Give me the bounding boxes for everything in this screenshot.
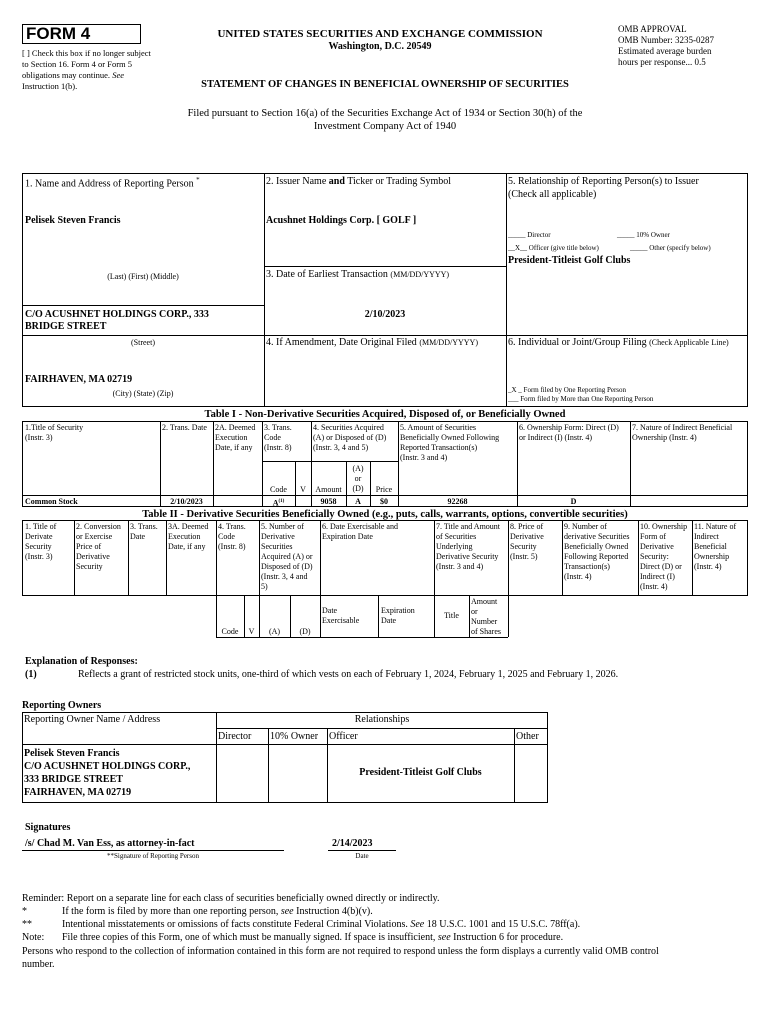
t1-col3-h2: Code <box>264 433 281 442</box>
signature-date-label: Date <box>355 852 369 860</box>
t2-c1-2: Security <box>25 542 52 551</box>
t1-row-price: $0 <box>380 497 388 506</box>
t2-sub-code: Code <box>221 627 239 636</box>
t2-c5-1: Derivative <box>261 532 295 541</box>
t2-c5-4: Disposed of (D) <box>261 562 313 571</box>
owner-line-2: 333 BRIDGE STREET <box>24 774 123 785</box>
t2-c3a-2: Date, if any <box>168 542 206 551</box>
street-label: (Street) <box>131 338 155 347</box>
t2-c9-2: Beneficially Owned <box>564 542 629 551</box>
filed-pursuant-1: Filed pursuant to Section 16(a) of the Securities Exchange Act of 1934 or Section 30(h) of the <box>187 108 583 119</box>
t2-sub-d: (D) <box>299 627 311 636</box>
footer-star-a: If the form is filed by more than one reporting person, <box>62 906 279 917</box>
t2-c4-1: Code <box>218 532 235 541</box>
t1-col5-h2: Beneficially Owned Following <box>400 433 500 442</box>
t1-sub-aod-1: (A) <box>352 464 364 473</box>
box4-label-text: 4. If Amendment, Date Original Filed <box>266 337 417 348</box>
explanation-number: (1) <box>25 669 37 680</box>
t2-col8-header <box>510 522 544 562</box>
box6-label-note2: Line) <box>711 338 729 347</box>
checkbox-note-instruction: Instruction 1(b). <box>22 81 78 91</box>
t2-c3-0: 3. Trans. <box>130 522 158 531</box>
t2-c1-0: 1. Title of <box>25 522 57 531</box>
t2-c7-0: 7. Title and Amount <box>436 522 501 531</box>
t2-c9-5: (Instr. 4) <box>564 572 592 581</box>
statement-title: STATEMENT OF CHANGES IN BENEFICIAL OWNERSHIP OF SECURITIES <box>201 79 569 90</box>
t2-col9-header <box>564 522 630 582</box>
footer-star-mark: * <box>22 906 27 917</box>
t2-c9-4: Transaction(s) <box>564 562 610 571</box>
t1-row-owned: 92268 <box>447 497 468 506</box>
box1-label <box>25 176 200 189</box>
footer-dstar-b: 18 U.S.C. 1001 and 15 U.S.C. 78ff(a). <box>426 919 581 930</box>
owner-line-1: C/O ACUSHNET HOLDINGS CORP., <box>24 761 191 772</box>
owners-col-officer: Officer <box>329 731 358 742</box>
t2-col3a-header <box>168 522 208 552</box>
owners-col-director: Director <box>218 731 252 742</box>
t2-c4-0: 4. Trans. <box>218 522 246 531</box>
t1-row-date: 2/10/2023 <box>170 497 203 506</box>
t1-col5-header <box>400 423 499 463</box>
t2-c11-2: Beneficial <box>694 542 727 551</box>
footer-note-a: File three copies of this Form, one of which must be manually signed. If space is insufficient, <box>62 932 436 943</box>
t2-c5-5: (Instr. 3, 4 and <box>261 572 308 581</box>
omb-number: OMB Number: 3235-0287 <box>618 35 714 45</box>
box1-label-text: 1. Name and Address of Reporting Person <box>25 178 194 190</box>
t1-col5-h1: 5. Amount of Securities <box>400 423 476 432</box>
t2-col1-header <box>25 522 56 562</box>
signature-label: **Signature of Reporting Person <box>107 852 199 860</box>
box6-label-text: 6. Individual or Joint/Group Filing <box>508 337 647 348</box>
t1-row-title: Common Stock <box>25 497 78 506</box>
t2-c5-2: Securities <box>261 542 293 551</box>
t2-sub-amt-1: or <box>471 607 478 616</box>
t1-sub-v: V <box>300 485 306 494</box>
box6-label <box>508 337 744 349</box>
footer-dstar-mark: ** <box>22 919 32 930</box>
filing-one-person: _X _ Form filed by One Reporting Person <box>508 386 627 394</box>
t1-col5-h4: (Instr. 3 and 4) <box>400 453 448 462</box>
owner-officer-value: President-Titleist Golf Clubs <box>359 767 482 778</box>
agency-name: UNITED STATES SECURITIES AND EXCHANGE COMMISSION <box>217 28 543 40</box>
t2-c8-0: 8. Price of <box>510 522 544 531</box>
t2-c11-4: (Instr. 4) <box>694 562 722 571</box>
t1-row-form: D <box>570 497 577 506</box>
t1-sub-aod-3: (D) <box>352 484 364 493</box>
t1-sub-aod-2: or <box>354 474 362 483</box>
reporting-person-street: C/O ACUSHNET HOLDINGS CORP., 333 BRIDGE STREET <box>25 309 209 332</box>
filed-pursuant-2: Investment Company Act of 1940 <box>313 121 457 132</box>
box2-label-and: and <box>328 176 345 187</box>
t1-row-code-note: (1) <box>278 499 285 504</box>
t1-sub-price: Price <box>375 485 393 494</box>
t2-c7-4: (Instr. 3 and 4) <box>436 562 484 571</box>
t2-c2-1: or Exercise <box>76 532 113 541</box>
explanation-text: Reflects a grant of restricted stock units, one-third of which vests on each of February 1, 2024, February 1, 2025 and February 1, 2026. <box>78 669 619 680</box>
box3-label <box>266 269 449 280</box>
t1-col1-header <box>25 423 83 443</box>
t2-c2-4: Security <box>76 562 103 571</box>
t1-col7-h1: 7. Nature of Indirect Beneficial <box>632 423 733 432</box>
footer-reminder: Reminder: Report on a separate line for each class of securities beneficially owned directly or indirectly. <box>22 893 440 904</box>
t1-col3-h1: 3. Trans. <box>264 423 292 432</box>
t1-sub-aod <box>346 464 370 494</box>
t1-col4-h3: (Instr. 3, 4 and 5) <box>313 443 369 452</box>
t2-c1-3: (Instr. 3) <box>25 552 53 561</box>
relationship-ten-pct: _____ 10% Owner <box>617 231 670 239</box>
footer-note-b: Instruction 6 for procedure. <box>453 932 564 943</box>
box6-label-note: (Check Applicable <box>649 338 709 347</box>
t2-sub-expiration <box>381 606 415 626</box>
signature-date: 2/14/2023 <box>332 838 373 849</box>
t2-c7-2: Underlying <box>436 542 473 551</box>
t2-c10-4: Direct (D) or <box>640 562 682 571</box>
omb-block <box>618 24 748 68</box>
t2-c10-1: Form of <box>640 532 666 541</box>
box3-label-format: (MM/DD/YYYY) <box>390 270 450 279</box>
t1-col4-h2: (A) or Disposed of (D) <box>313 433 387 442</box>
t2-sub-exp-2: Date <box>381 616 397 625</box>
box5-label-2: (Check all applicable) <box>508 189 597 200</box>
t1-col2a-h3: Date, if any <box>215 443 253 452</box>
agency-location: Washington, D.C. 20549 <box>328 41 432 52</box>
t2-c10-6: (Instr. 4) <box>640 582 668 591</box>
t2-sub-date-ex-2: Exercisable <box>322 616 360 625</box>
table1-title: Table I - Non-Derivative Securities Acquired, Disposed of, or Beneficially Owned <box>204 409 566 420</box>
checkbox-note <box>22 48 152 92</box>
t2-col11-header <box>694 522 736 572</box>
reporting-owners-heading: Reporting Owners <box>22 700 102 711</box>
owners-col-other: Other <box>516 731 539 742</box>
signatures-heading: Signatures <box>25 822 71 833</box>
t1-col3-header <box>264 423 292 453</box>
t1-col6-h1: 6. Ownership Form: Direct (D) <box>519 423 619 432</box>
t2-col5-header <box>261 522 313 592</box>
issuer-name: Acushnet Holdings Corp. [ GOLF ] <box>266 215 417 226</box>
t2-col2-header <box>76 522 121 572</box>
t2-sub-v: V <box>248 627 255 636</box>
relationship-director: _____ Director <box>508 231 551 239</box>
t2-sub-amt-2: Number <box>471 617 498 626</box>
form-title: FORM 4 <box>22 24 141 44</box>
t2-c10-0: 10. Ownership <box>640 522 688 531</box>
t2-c8-3: (Instr. 5) <box>510 552 538 561</box>
t2-c5-6: 5) <box>261 582 268 591</box>
t2-c11-0: 11. Nature of <box>694 522 737 531</box>
t2-sub-amt-0: Amount <box>471 597 498 606</box>
explanation-heading: Explanation of Responses: <box>25 656 138 667</box>
t2-c8-2: Security <box>510 542 537 551</box>
t2-sub-amount <box>471 597 501 637</box>
t2-c5-0: 5. Number of <box>261 522 304 531</box>
t2-c11-3: Ownership <box>694 552 730 561</box>
city-state-zip-label: (City) (State) (Zip) <box>112 389 174 398</box>
t1-col2a-h2: Execution <box>215 433 248 442</box>
t1-col6-h2: or Indirect (I) (Instr. 4) <box>519 433 593 442</box>
box4-label-format: (MM/DD/YYYY) <box>419 338 478 347</box>
t2-c6-1: Expiration Date <box>322 532 373 541</box>
t1-col4-h1: 4. Securities Acquired <box>313 423 384 432</box>
t1-col3-h3: (Instr. 8) <box>264 443 292 452</box>
box3-label-text: 3. Date of Earliest Transaction <box>266 269 388 280</box>
t2-c4-2: (Instr. 8) <box>218 542 246 551</box>
t2-sub-date-ex-1: Date <box>322 606 338 615</box>
t2-c9-1: derivative Securities <box>564 532 630 541</box>
last-first-middle-label: (Last) (First) (Middle) <box>107 272 179 281</box>
t2-sub-date-exercisable <box>322 606 359 626</box>
footer-star-b: Instruction 4(b)(v). <box>296 906 373 917</box>
owners-col-ten-pct: 10% Owner <box>270 731 319 742</box>
owner-line-3: FAIRHAVEN, MA 02719 <box>24 787 132 798</box>
t1-row-amount: 9058 <box>320 497 337 506</box>
footer-persons-1: Persons who respond to the collection of information contained in this form are not required to respond unless the form displays a currently valid OMB control <box>22 946 659 957</box>
t1-col5-h3: Reported Transaction(s) <box>400 443 478 452</box>
earliest-transaction-date: 2/10/2023 <box>364 309 406 320</box>
table2-title: Table II - Derivative Securities Beneficially Owned (e.g., puts, calls, warrants, options, convertible securities) <box>142 509 628 520</box>
t2-col7-header <box>436 522 500 572</box>
t1-col1-h1: 1.Title of Security <box>25 423 84 432</box>
footer-star-see: see <box>280 906 294 917</box>
t2-c11-1: Indirect <box>694 532 719 541</box>
box2-label-a: 2. Issuer Name <box>266 176 327 187</box>
omb-burden-2: hours per response... 0.5 <box>618 57 706 67</box>
footer-note-label: Note: <box>22 932 45 943</box>
box2-label-b: Ticker or Trading Symbol <box>347 176 452 187</box>
t1-col1-h2: (Instr. 3) <box>25 433 53 442</box>
t1-col7-header <box>632 423 732 443</box>
owners-col-name: Reporting Owner Name / Address <box>24 714 161 725</box>
t2-col4-header <box>218 522 246 552</box>
t2-c3a-0: 3A. Deemed <box>168 522 209 531</box>
relationship-other: _____ Other (specify below) <box>630 244 711 252</box>
t2-c7-1: of Securities <box>436 532 477 541</box>
t2-col3-header <box>130 522 158 542</box>
t2-sub-a: (A) <box>268 627 281 636</box>
owner-line-0: Pelisek Steven Francis <box>24 748 120 759</box>
t2-c3a-1: Execution <box>168 532 201 541</box>
t1-col2a-h1: 2A. Deemed <box>215 423 256 432</box>
footer-star-text <box>62 906 373 917</box>
t1-row-aod: A <box>355 497 361 506</box>
checkbox-note-see: See <box>112 70 124 80</box>
t2-c3-1: Date <box>130 532 146 541</box>
t1-col6-header <box>519 423 619 443</box>
footer-note-see: see <box>437 932 451 943</box>
t2-c1-1: Derivate <box>25 532 53 541</box>
t2-c7-3: Derivative Security <box>436 552 499 561</box>
box5-label-1: 5. Relationship of Reporting Person(s) to Issuer <box>508 176 699 187</box>
t2-c9-3: Following Reported <box>564 552 629 561</box>
footer-dstar-a: Intentional misstatements or omissions of facts constitute Federal Criminal Violations. <box>62 919 408 930</box>
t2-col6-header <box>322 522 398 542</box>
t2-sub-title: Title <box>444 611 459 620</box>
t1-sub-amount: Amount <box>315 485 342 494</box>
t2-c5-3: Acquired (A) or <box>261 552 313 561</box>
owner-name-address <box>24 747 190 799</box>
t2-sub-exp-1: Expiration <box>381 606 415 615</box>
t1-sub-code: Code <box>270 485 287 494</box>
owners-col-relationships: Relationships <box>354 714 410 725</box>
t2-c6-0: 6. Date Exercisable and <box>322 522 398 531</box>
t2-c2-3: Derivative <box>76 552 110 561</box>
box1-label-mark: * <box>196 176 200 184</box>
footer-dstar-text <box>62 919 580 930</box>
t1-row-code-value: A <box>272 498 279 508</box>
t1-col2-header: 2. Trans. Date <box>162 423 207 432</box>
t2-sub-amt-3: of Shares <box>471 627 501 636</box>
t2-c2-2: Price of <box>76 542 102 551</box>
t2-c9-0: 9. Number of <box>564 522 607 531</box>
t2-c8-1: Derivative <box>510 532 544 541</box>
t1-col2a-header <box>215 423 255 453</box>
relationship-officer: __X__ Officer (give title below) <box>508 244 599 252</box>
omb-approval: OMB APPROVAL <box>618 24 687 34</box>
t1-col4-header <box>313 423 386 453</box>
t2-c10-2: Derivative <box>640 542 674 551</box>
footer-dstar-see: See <box>410 919 425 930</box>
box4-label <box>266 337 478 348</box>
t1-col7-h2: Ownership (Instr. 4) <box>632 433 697 442</box>
t1-row-code <box>262 497 295 509</box>
officer-title: President-Titleist Golf Clubs <box>508 255 631 266</box>
t2-c2-0: 2. Conversion <box>76 522 121 531</box>
box2-label <box>266 176 451 187</box>
reporting-person-name: Pelisek Steven Francis <box>25 215 121 226</box>
filing-multiple-persons: ___ Form filed by More than One Reporting Person <box>508 395 654 403</box>
footer-persons-2: number. <box>22 959 55 970</box>
t2-c10-3: Security: <box>640 552 669 561</box>
footer-note-text <box>62 932 563 943</box>
t2-c10-5: Indirect (I) <box>640 572 675 581</box>
checkbox-note-text: [ ] Check this box if no longer subject to Section 16. Form 4 or Form 5 obligations may continue. <box>22 48 151 80</box>
t2-col10-header <box>640 522 687 592</box>
reporting-person-city: FAIRHAVEN, MA 02719 <box>25 374 133 385</box>
signature-name: /s/ Chad M. Van Ess, as attorney-in-fact <box>25 838 195 849</box>
omb-burden-1: Estimated average burden <box>618 46 712 56</box>
